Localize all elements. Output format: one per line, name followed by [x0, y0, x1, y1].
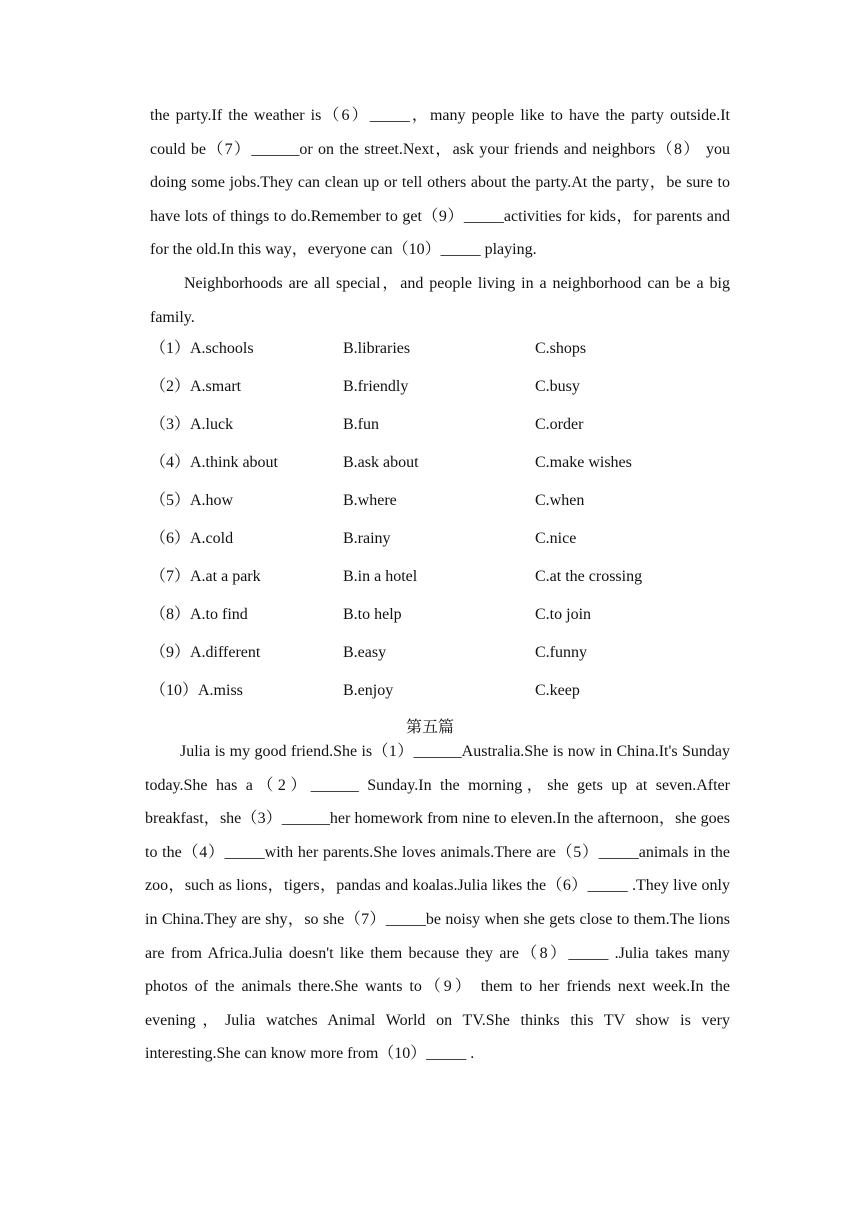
passage4-closing-paragraph: Neighborhoods are all special，and people living in a neighborhood can be a big family. — [150, 275, 730, 326]
option-c: C.nice — [535, 530, 577, 547]
option-a: （8）A.to find — [150, 606, 248, 623]
option-row — [150, 334, 750, 372]
option-c: C.funny — [535, 644, 587, 661]
section-title: 第五篇 — [405, 719, 454, 736]
option-c: C.order — [535, 416, 584, 433]
option-row — [150, 676, 750, 714]
option-c: C.keep — [535, 682, 580, 699]
option-c: C.make wishes — [535, 454, 632, 471]
option-row — [150, 524, 750, 562]
option-b: B.to help — [343, 606, 402, 623]
option-row — [150, 486, 750, 524]
option-c: C.at the crossing — [535, 568, 643, 585]
passage4-paragraph-end: the party.If the weather is（6）_____，many people like to have the party outside.It could be（7）______or on the street.Next，ask your friends and neighbors（8） you doing some jobs.They can clean up or tell others about the party.At the party，be sure to have lots of things to do.Remember to get（9）_____activities for kids，for parents and for the old.In this way，everyone can（10）_____ playing. — [150, 107, 730, 259]
option-a: （9）A.different — [150, 644, 261, 661]
option-row — [150, 448, 750, 486]
option-c: C.shops — [535, 340, 587, 357]
option-b: B.where — [343, 492, 397, 509]
option-row — [150, 562, 750, 600]
option-a: （1）A.schools — [150, 340, 254, 357]
passage5-paragraph: Julia is my good friend.She is（1）______Australia.She is now in China.It's Sunday today.She has a（2）______ Sunday.In the morning，she gets up at seven.After breakfast，she（3）______her homework from nine to eleven.In the afternoon，she goes to the（4）_____with her parents.She loves animals.There are（5）_____animals in the zoo，such as lions，tigers，pandas and koalas.Julia likes the（6）_____ .They live only in China.They are shy，so she（7）_____be noisy when she gets close to them.The lions are from Africa.Julia doesn't like them because they are（8）_____ .Julia takes many photos of the animals there.She wants to（9） them to her friends next week.In the evening，Julia watches Animal World on TV.She thinks this TV show is very interesting.She can know more from（10）_____ . — [145, 743, 730, 1063]
option-b: B.libraries — [343, 340, 411, 357]
option-c: C.to join — [535, 606, 592, 623]
option-b: B.rainy — [343, 530, 391, 547]
option-a: （4）A.think about — [150, 454, 278, 471]
option-a: （6）A.cold — [150, 530, 234, 547]
option-a: （10）A.miss — [150, 682, 243, 699]
option-row — [150, 638, 750, 676]
option-b: B.friendly — [343, 378, 409, 395]
option-c: C.when — [535, 492, 585, 509]
option-c: C.busy — [535, 378, 580, 395]
option-row — [150, 372, 750, 410]
option-b: B.easy — [343, 644, 387, 661]
option-a: （3）A.luck — [150, 416, 234, 433]
option-a: （5）A.how — [150, 492, 234, 509]
option-b: B.in a hotel — [343, 568, 418, 585]
option-row — [150, 600, 750, 638]
option-b: B.fun — [343, 416, 379, 433]
option-b: B.ask about — [343, 454, 419, 471]
option-row — [150, 410, 750, 448]
options-list — [150, 334, 750, 714]
option-a: （7）A.at a park — [150, 568, 261, 585]
option-a: （2）A.smart — [150, 378, 242, 395]
option-b: B.enjoy — [343, 682, 394, 699]
